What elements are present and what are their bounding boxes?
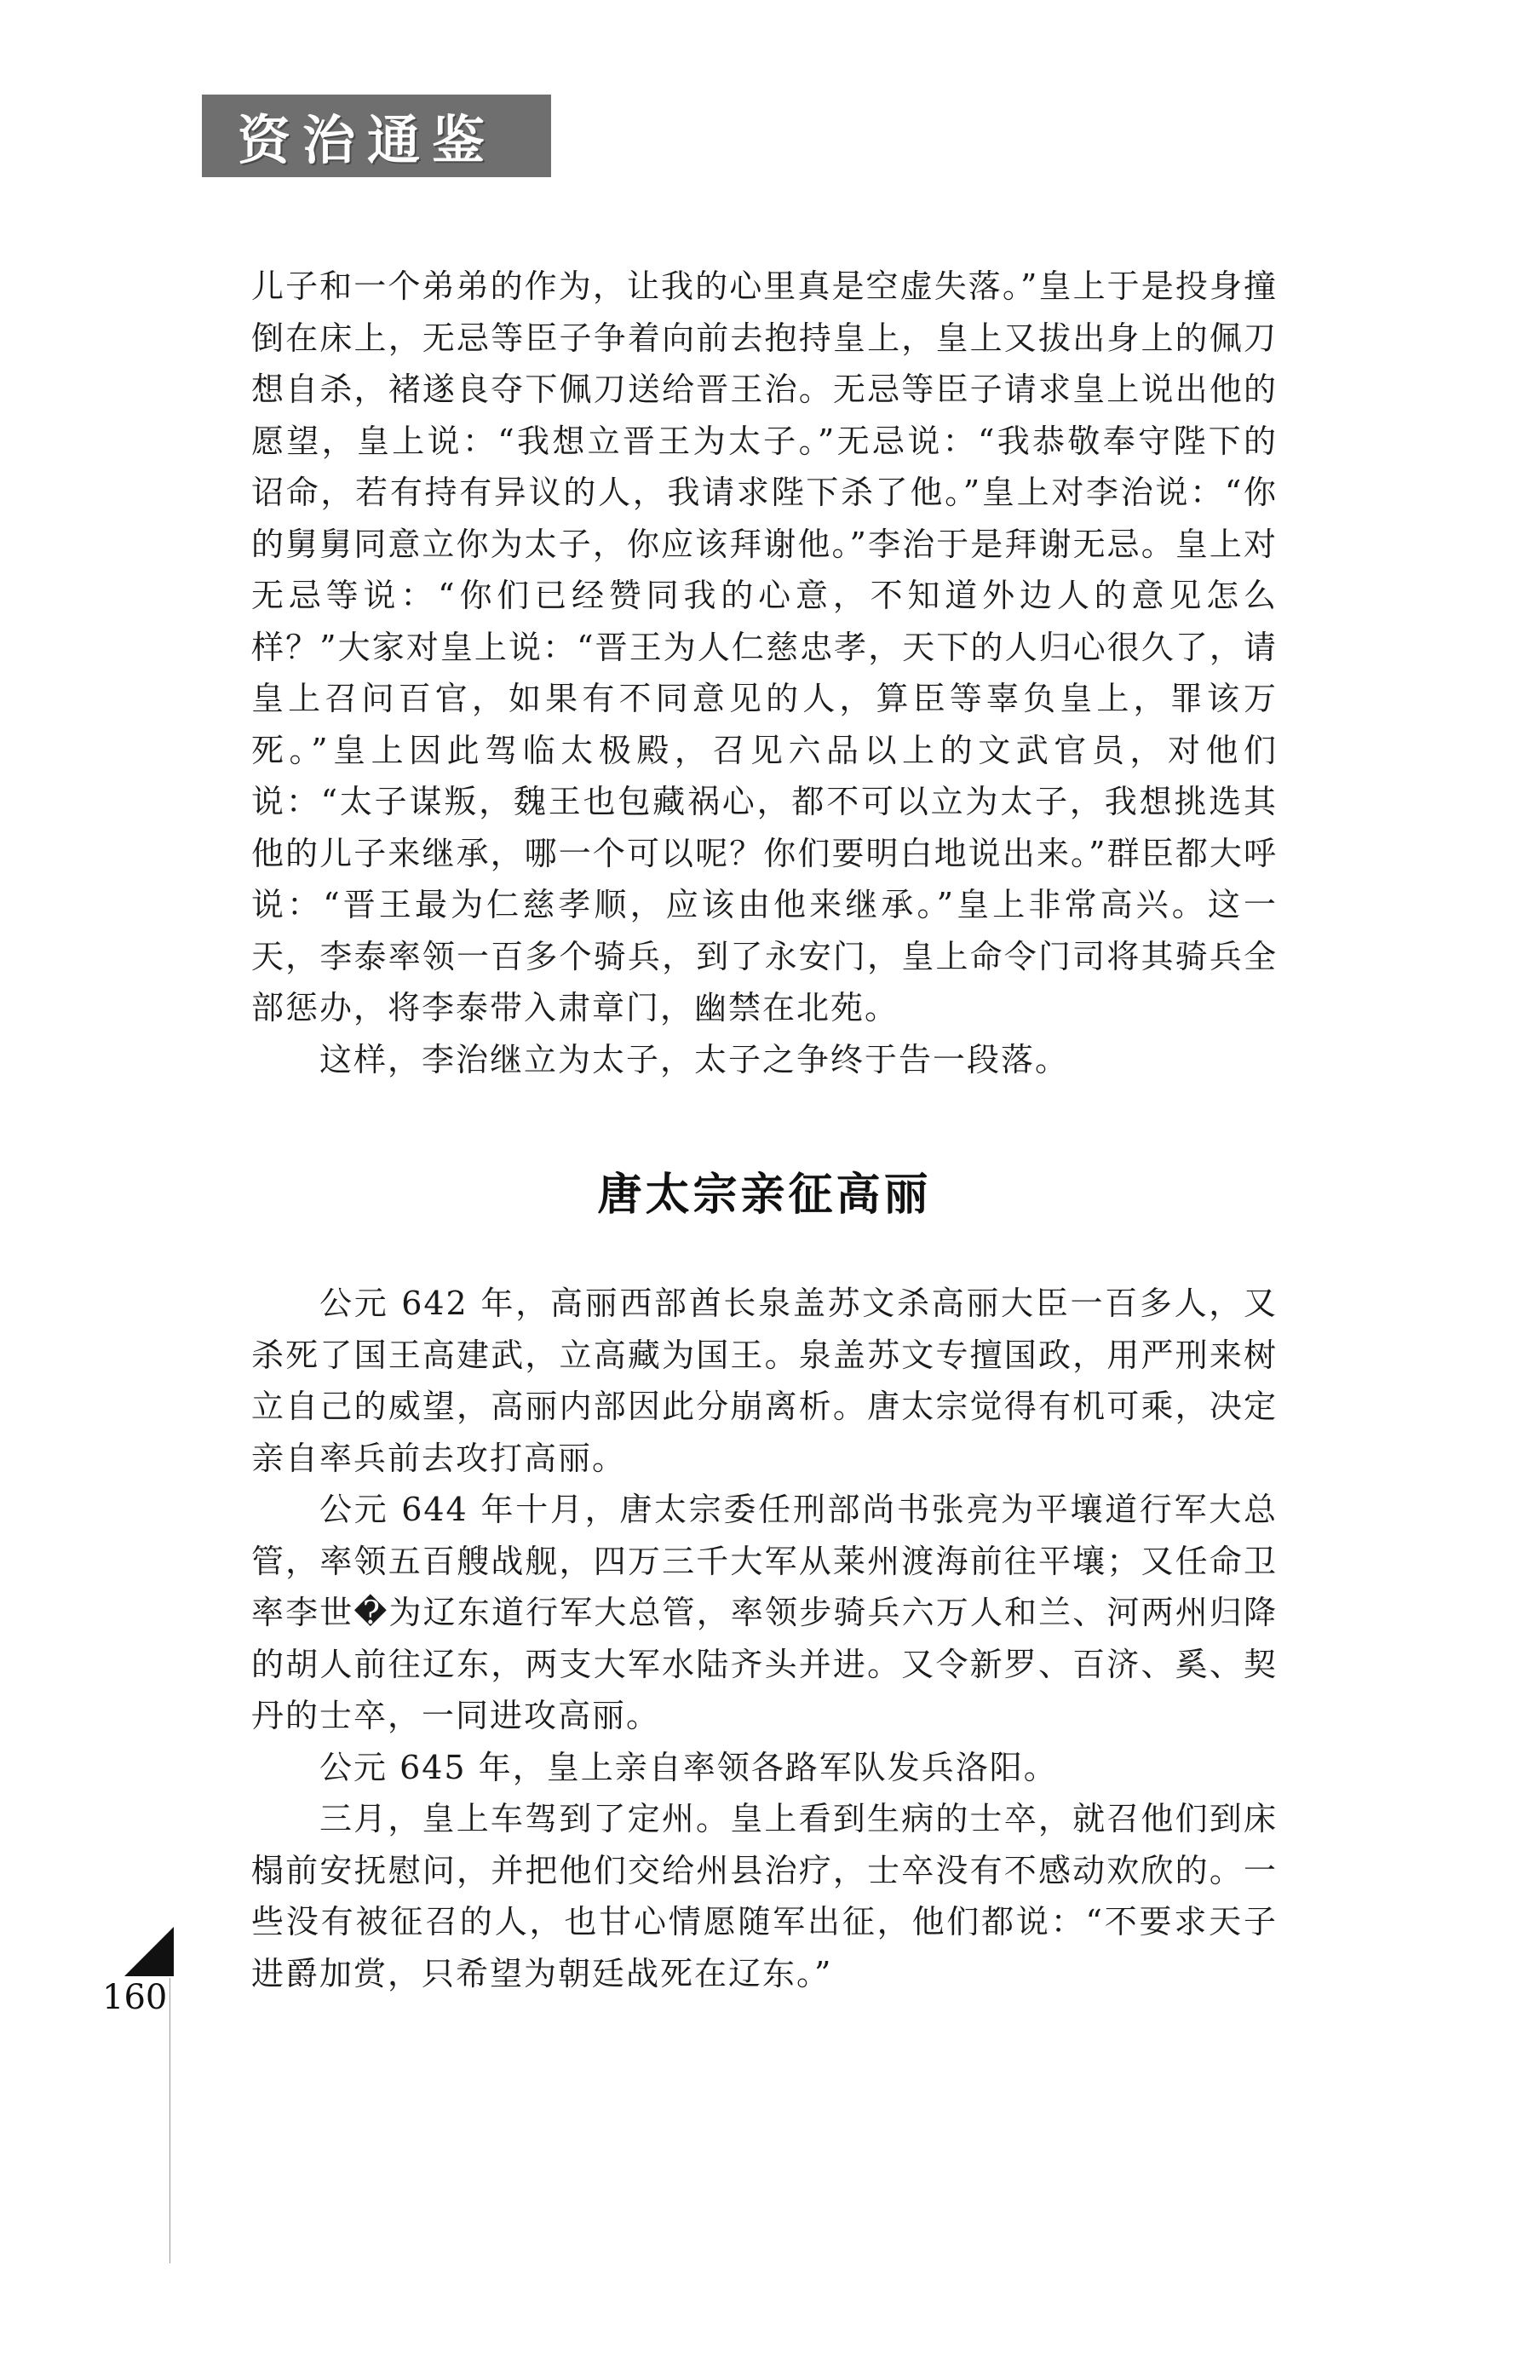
page-corner-triangle: [124, 1927, 174, 1976]
section-title: 唐太宗亲征高丽: [597, 1170, 932, 1221]
paragraph: 公元 645 年，皇上亲自率领各路军队发兵洛阳。: [319, 1748, 1058, 1786]
paragraph: 公元 642 年，高丽西部酋长泉盖苏文杀高丽大臣一百多人，又杀死了国王高建武，立高藏为国王。泉盖苏文专擅国政，用严刑来树立自己的威望，高丽内部因此分崩离析。唐太宗觉得有机可乘，决定亲自率兵前去攻打高丽。: [251, 1285, 1278, 1477]
page-number: 160: [102, 1978, 168, 2017]
text-block-bottom: [251, 1278, 1278, 1999]
paragraph: 这样，李治继立为太子，太子之争终于告一段落。: [319, 1040, 1070, 1078]
book-title-banner: [202, 95, 551, 177]
paragraph: 三月，皇上车驾到了定州。皇上看到生病的士卒，就召他们到床榻前安抚慰问，并把他们交给州县治疗，士卒没有不感动欢欣的。一些没有被征召的人，也甘心情愿随军出征，他们都说：“不要求天子进爵加赏，只希望为朝廷战死在辽东。”: [251, 1800, 1278, 1992]
paragraph: 公元 644 年十月，唐太宗委任刑部尚书张亮为平壤道行军大总管，率领五百艘战舰，四万三千大军从莱州渡海前往平壤；又任命卫率李世�为辽东道行军大总管，率领步骑兵六万人和兰、河两州归降的胡人前往辽东，两支大军水陆齐头并进。又令新罗、百济、奚、契丹的士卒，一同进攻高丽。: [251, 1491, 1278, 1734]
book-title: 资治通鉴: [238, 109, 497, 171]
paragraph: 儿子和一个弟弟的作为，让我的心里真是空虚失落。”皇上于是投身撞倒在床上，无忌等臣子争着向前去抱持皇上，皇上又拔出身上的佩刀想自杀，褚遂良夺下佩刀送给晋王治。无忌等臣子请求皇上说出他的愿望，皇上说：“我想立晋王为太子。”无忌说：“我恭敬奉守陛下的诏命，若有持有异议的人，我请求陛下杀了他。”皇上对李治说：“你的舅舅同意立你为太子，你应该拜谢他。”李治于是拜谢无忌。皇上对无忌等说：“你们已经赞同我的心意，不知道外边人的意见怎么样？”大家对皇上说：“晋王为人仁慈忠孝，天下的人归心很久了，请皇上召问百官，如果有不同意见的人，算臣等辜负皇上，罪该万死。”皇上因此驾临太极殿，召见六品以上的文武官员，对他们说：“太子谋叛，魏王也包藏祸心，都不可以立为太子，我想挑选其他的儿子来继承，哪一个可以呢？你们要明白地说出来。”群臣都大呼说：“晋王最为仁慈孝顺，应该由他来继承。”皇上非常高兴。这一天，李泰率领一百多个骑兵，到了永安门，皇上命令门司将其骑兵全部惩办，将李泰带入肃章门，幽禁在北苑。: [251, 267, 1278, 1026]
text-block-top: [251, 261, 1278, 1085]
